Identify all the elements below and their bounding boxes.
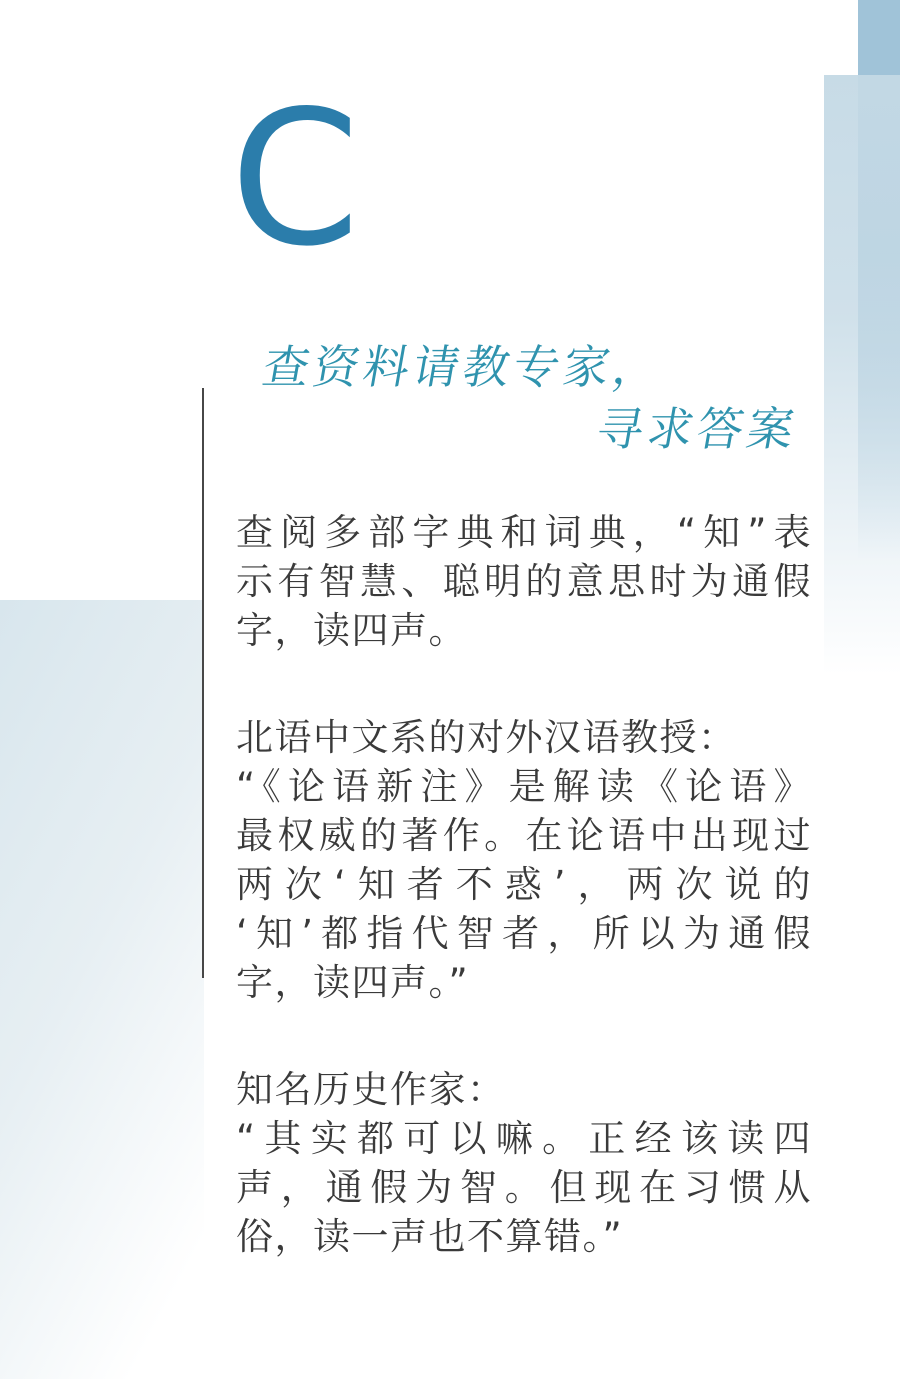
paragraph-3-line-2: “其实都可以嘛。正经该读四 <box>236 1117 812 1160</box>
paragraph-2-line-2: “《论语新注》是解读《论语》 <box>236 765 812 808</box>
decor-top-right-dark-rectangle <box>858 0 900 560</box>
vertical-divider-line <box>202 388 204 978</box>
paragraph-1-line-3: 字，读四声。 <box>236 609 467 652</box>
paragraph-2-line-6: 字，读四声。” <box>236 961 470 1004</box>
paragraph-1-line-1: 查阅多部字典和词典，“知”表 <box>236 511 812 554</box>
paragraph-3-line-3: 声，通假为智。但现在习惯从 <box>236 1166 812 1209</box>
paragraph-1 <box>236 508 812 655</box>
paragraph-2 <box>236 713 812 1007</box>
article-body <box>236 508 812 1261</box>
paragraph-1-line-2: 示有智慧、聪明的意思时为通假 <box>236 560 812 603</box>
section-drop-cap-letter: C <box>230 70 360 287</box>
decor-bottom-left-rectangle <box>0 600 204 1379</box>
paragraph-3-line-1: 知名历史作家： <box>236 1068 506 1111</box>
section-heading-line2: 寻求答案 <box>592 402 803 456</box>
section-heading <box>236 336 803 460</box>
paragraph-3 <box>236 1065 812 1261</box>
paragraph-2-line-5: ‘知’都指代智者，所以为通假 <box>236 912 812 955</box>
section-heading-line1: 查资料请教专家， <box>258 340 669 394</box>
paragraph-2-line-4: 两次‘知者不惑’，两次说的 <box>236 863 812 906</box>
paragraph-2-line-3: 最权威的著作。在论语中出现过 <box>236 814 812 857</box>
paragraph-2-line-1: 北语中文系的对外汉语教授： <box>236 716 737 759</box>
paragraph-3-line-4: 俗，读一声也不算错。” <box>236 1215 624 1258</box>
decor-top-right-light-rectangle <box>824 75 900 675</box>
